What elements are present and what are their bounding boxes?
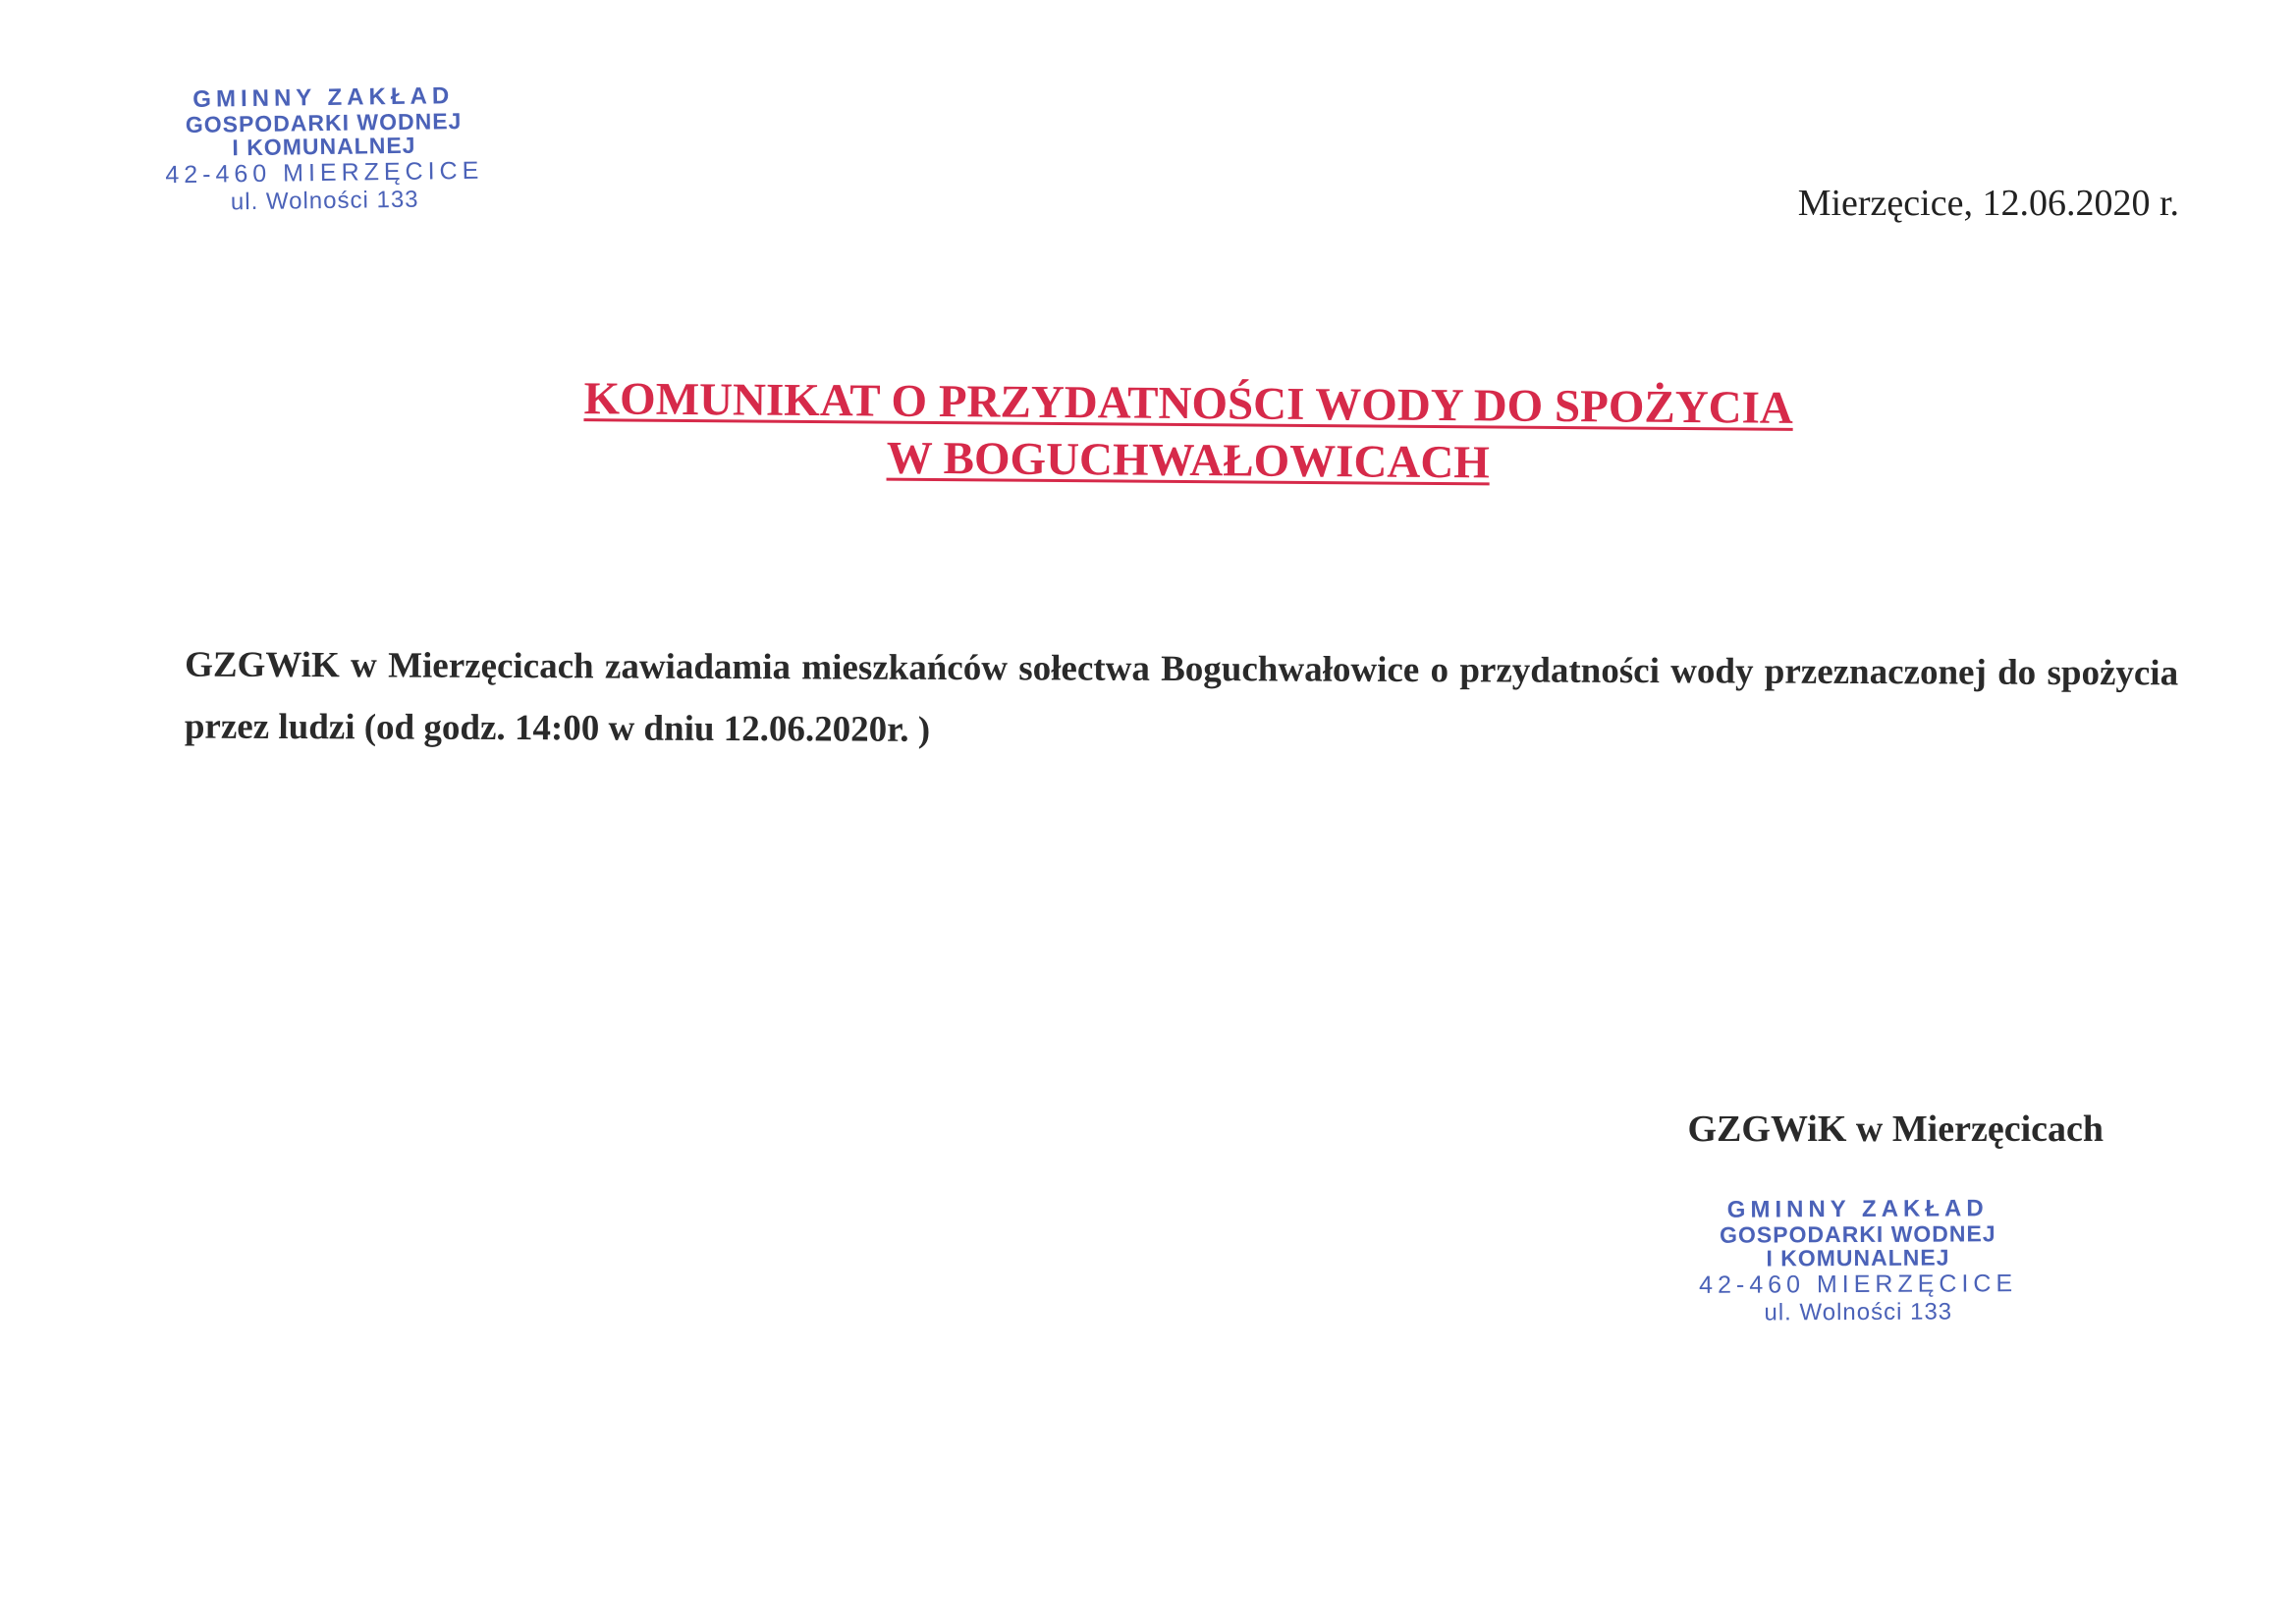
stamp-line-name: GMINNY ZAKŁAD (1726, 1195, 1989, 1223)
stamp-line-name: GMINNY ZAKŁAD (192, 82, 455, 113)
announcement-body: GZGWiK w Mierzęcicach zawiadamia mieszkańców sołectwa Boguchwałowice o przydatności wody przeznaczonej do spożycia przez ludzi (od godz. 14:00 w dniu 12.06.2020r. ) (184, 644, 2179, 750)
document-date: Mierzęcice, 12.06.2020 r. (1797, 183, 2179, 224)
stamp-line-water: GOSPODARKI WODNEJ (185, 108, 463, 137)
stamp-line-postcode: 42-460 MIERZĘCICE (1699, 1270, 2018, 1299)
stamp-line-street: ul. Wolności 133 (1764, 1298, 1953, 1326)
company-stamp-top (117, 83, 531, 216)
stamp-line-water: GOSPODARKI WODNEJ (1720, 1220, 1996, 1248)
stamp-line-postcode: 42-460 MIERZĘCICE (165, 156, 484, 189)
document-title (432, 369, 1945, 495)
title-line-1: KOMUNIKAT O PRZYDATNOŚCI WODY DO SPOŻYCIA (583, 373, 1794, 434)
signature-name: GZGWiK w Mierzęcicach (1687, 1109, 2104, 1150)
title-line-2: W BOGUCHWAŁOWICACH (886, 432, 1491, 489)
stamp-line-communal: I KOMUNALNEJ (232, 132, 416, 161)
company-stamp-bottom (1652, 1197, 2065, 1325)
stamp-line-communal: I KOMUNALNEJ (1766, 1244, 1950, 1271)
stamp-line-street: ul. Wolności 133 (230, 186, 419, 216)
